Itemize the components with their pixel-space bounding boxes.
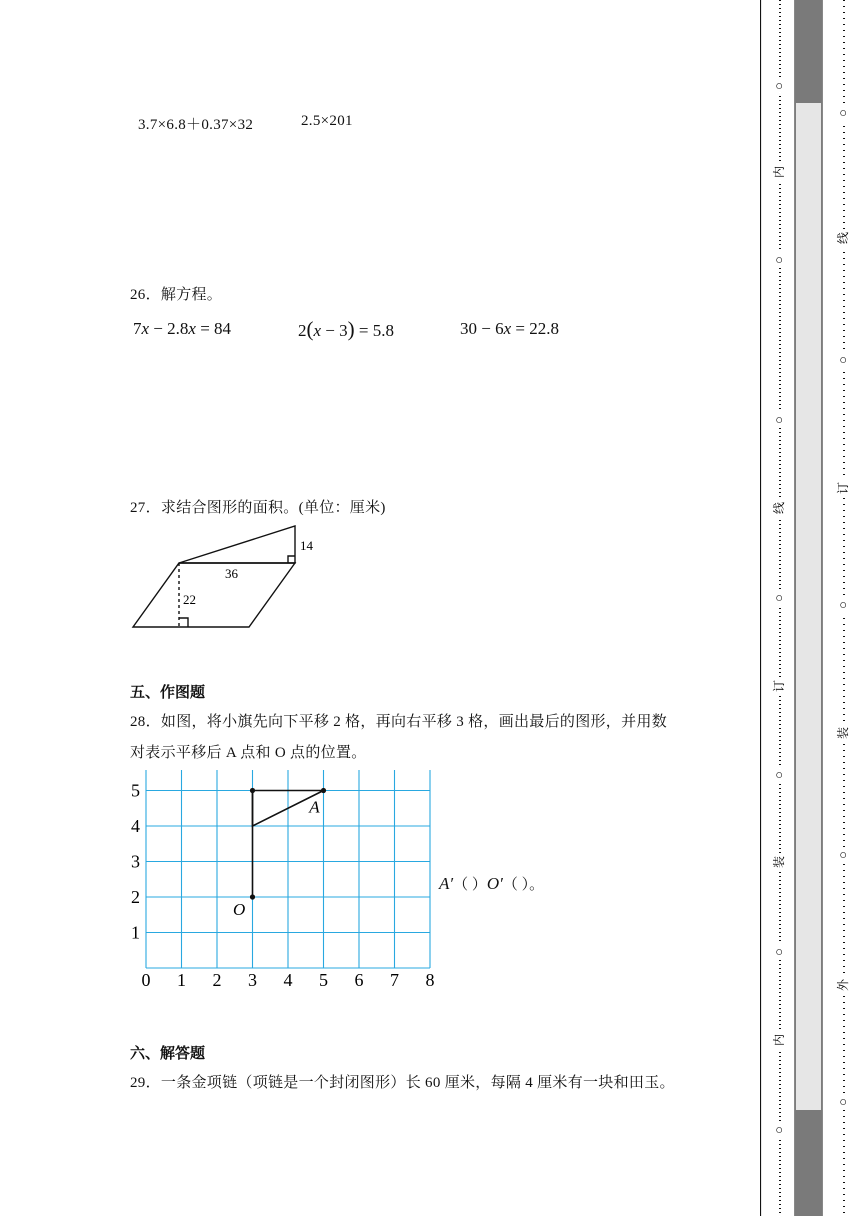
label-36: 36 (225, 566, 238, 581)
label-22: 22 (183, 592, 196, 607)
margin-circle-inner: ○ (770, 1126, 786, 1134)
margin-inner-label: 线 (771, 501, 786, 515)
x-tick-label: 8 (425, 970, 435, 990)
answer-o-label: O′ (486, 874, 503, 893)
parallelogram-shape (133, 563, 295, 627)
eq2-lparen: ( (306, 317, 314, 341)
x-tick-label: 5 (319, 970, 328, 990)
eq1-var: x (141, 319, 150, 338)
eq2-coef: 2 (298, 321, 307, 340)
eq1-coef: 7 (133, 319, 142, 338)
y-tick-label: 2 (131, 887, 140, 907)
answer-a-blank: （ ） (453, 877, 487, 893)
margin-circle-outer: ○ (834, 601, 850, 609)
section-6-heading: 六、解答题 (130, 1046, 206, 1062)
x-tick-label: 0 (141, 970, 151, 990)
eq2-rparen: ) (347, 317, 355, 341)
margin-inner-label: 内 (771, 165, 786, 179)
x-tick-label: 7 (390, 970, 399, 990)
answer-a-label: A′ (439, 874, 454, 893)
right-angle-mark-bottom (179, 618, 188, 627)
eq3-lhs: 30 − 6 (460, 319, 504, 338)
eq1-rhs: = 84 (195, 319, 232, 338)
eq2-var: x (313, 321, 322, 340)
q25-expression-2: 2.5×201 (301, 113, 353, 129)
q26-equation-2 (298, 317, 394, 342)
margin-circle-inner: ○ (770, 948, 786, 956)
margin-circle-inner: ○ (770, 416, 786, 424)
margin-circle-outer: ○ (834, 356, 850, 364)
margin-outer-label: 线 (835, 231, 850, 245)
eq3-rhs: = 22.8 (511, 319, 559, 338)
y-tick-label: 4 (131, 816, 140, 836)
margin-dark-block-bottom (795, 1110, 822, 1216)
x-tick-label: 3 (248, 970, 257, 990)
margin-gray-strip (795, 0, 822, 1216)
eq2-rhs: = 5.8 (354, 321, 394, 340)
q28-coordinate-grid (125, 770, 445, 995)
eq2-term: − 3 (321, 321, 348, 340)
margin-circle-inner: ○ (770, 256, 786, 264)
q26-equation-3 (460, 319, 559, 339)
point-a (321, 788, 326, 793)
flag-top-point (250, 788, 255, 793)
answer-o-blank: （ ）。 (502, 877, 545, 893)
margin-inner-label: 订 (771, 679, 786, 693)
margin-circle-inner: ○ (770, 82, 786, 90)
eq3-var: x (503, 319, 512, 338)
q27-composite-figure (125, 520, 325, 635)
triangle-shape (179, 526, 295, 563)
x-tick-label: 4 (283, 970, 293, 990)
margin-inner-label: 内 (771, 1033, 786, 1047)
q28-answer (439, 873, 544, 894)
margin-outer-label: 外 (835, 978, 850, 992)
margin-circle-outer: ○ (834, 851, 850, 859)
q26-title: 26．解方程。 (130, 287, 223, 303)
x-tick-label: 2 (212, 970, 222, 990)
margin-circle-outer: ○ (834, 1098, 850, 1106)
margin-circle-inner: ○ (770, 771, 786, 779)
right-angle-mark-top (288, 556, 295, 563)
point-o-label: O (232, 900, 246, 920)
q27-title: 27．求结合图形的面积。(单位：厘米) (130, 500, 386, 516)
q28-line-1: 28．如图，将小旗先向下平移 2 格，再向右平移 3 格，画出最后的图形，并用数 (130, 714, 668, 730)
y-tick-label: 5 (131, 780, 140, 801)
point-a-label: A (309, 797, 320, 817)
q29-text: 29．一条金项链（项链是一个封闭图形）长 60 厘米，每隔 4 厘米有一块和田玉。 (130, 1075, 675, 1091)
point-o (250, 894, 255, 899)
section-5-heading: 五、作图题 (130, 685, 206, 701)
eq1-term: − 2.8 (149, 319, 189, 338)
binding-margin (760, 0, 860, 1216)
x-tick-label: 1 (177, 970, 186, 990)
eq1-var-2: x (188, 319, 196, 338)
label-14: 14 (300, 538, 313, 553)
q28-line-2: 对表示平移后 A 点和 O 点的位置。 (130, 745, 367, 761)
q25-expression-1: 3.7×6.8＋0.37×32 (138, 117, 254, 133)
y-tick-label: 1 (131, 922, 140, 943)
x-tick-label: 6 (354, 970, 364, 990)
margin-outer-label: 订 (835, 481, 850, 495)
margin-outer-label: 装 (835, 726, 850, 740)
margin-dark-block-top (795, 0, 822, 103)
margin-circle-inner: ○ (770, 594, 786, 602)
q26-equation-1 (133, 319, 231, 339)
y-tick-label: 3 (131, 851, 140, 872)
margin-circle-outer: ○ (834, 109, 850, 117)
margin-inner-label: 装 (771, 855, 786, 869)
